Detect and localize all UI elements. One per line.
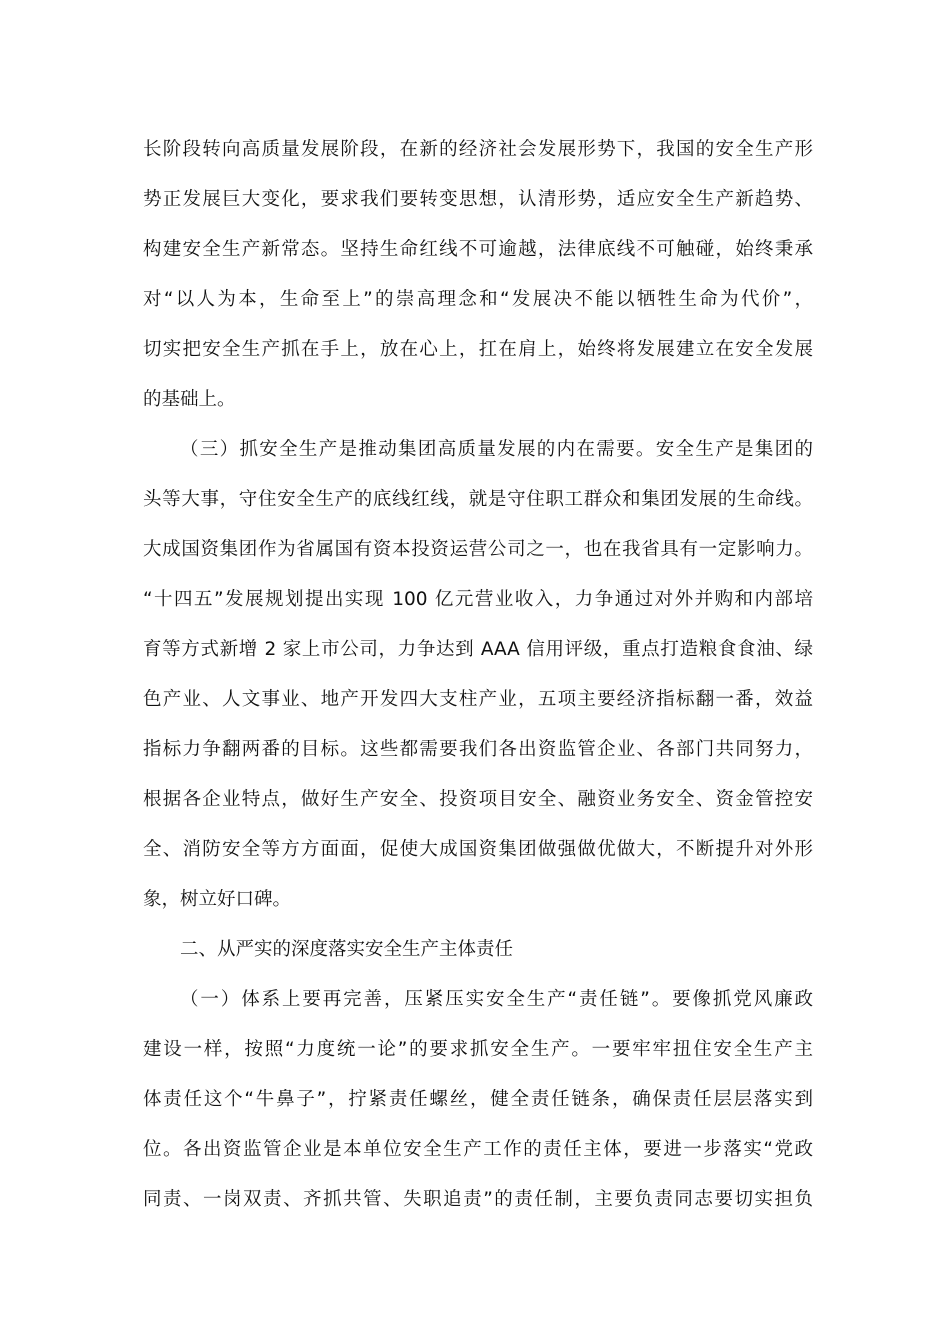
text-line: 育等方式新增 2 家上市公司，力争达到 AAA 信用评级，重点打造粮食食油、绿	[143, 639, 813, 660]
text-line: 象，树立好口碑。	[143, 889, 292, 910]
text-line: 根据各企业特点，做好生产安全、投资项目安全、融资业务安全、资金管控安	[143, 789, 813, 810]
text-line: 势正发展巨大变化，要求我们要转变思想，认清形势，适应安全生产新趋势、	[143, 189, 813, 210]
text-line: 建设一样，按照“力度统一论”的要求抓安全生产。一要牢牢扭住安全生产主	[143, 1039, 813, 1060]
text-line: 位。各出资监管企业是本单位安全生产工作的责任主体，要进一步落实“党政	[143, 1139, 813, 1160]
text-line: 体责任这个“牛鼻子”，拧紧责任螺丝，健全责任链条，确保责任层层落实到	[143, 1089, 813, 1110]
text-line: 头等大事，守住安全生产的底线红线，就是守住职工群众和集团发展的生命线。	[143, 489, 813, 510]
text-line: 构建安全生产新常态。坚持生命红线不可逾越，法律底线不可触碰，始终秉承	[143, 239, 813, 260]
text-line: 指标力争翻两番的目标。这些都需要我们各出资监管企业、各部门共同努力，	[143, 739, 813, 760]
paragraph-start-line: （三）抓安全生产是推动集团高质量发展的内在需要。安全生产是集团的	[180, 439, 813, 460]
text-line: “十四五”发展规划提出实现 100 亿元营业收入，力争通过对外并购和内部培	[143, 589, 813, 610]
text-line: 色产业、人文事业、地产开发四大支柱产业，五项主要经济指标翻一番，效益	[143, 689, 813, 710]
section-heading: 二、从严实的深度落实安全生产主体责任	[180, 939, 514, 960]
text-line: 同责、一岗双责、齐抓共管、失职追责”的责任制，主要负责同志要切实担负	[143, 1189, 813, 1210]
text-line: 长阶段转向高质量发展阶段，在新的经济社会发展形势下，我国的安全生产形	[143, 139, 813, 160]
text-line: 的基础上。	[143, 389, 236, 410]
text-line: 大成国资集团作为省属国有资本投资运营公司之一，也在我省具有一定影响力。	[143, 539, 813, 560]
text-line: 全、消防安全等方方面面，促使大成国资集团做强做优做大，不断提升对外形	[143, 839, 813, 860]
paragraph-start-line: （一）体系上要再完善，压紧压实安全生产“责任链”。要像抓党风廉政	[180, 989, 813, 1010]
text-line: 切实把安全生产抓在手上，放在心上，扛在肩上，始终将发展建立在安全发展	[143, 339, 813, 360]
text-line: 对“以人为本，生命至上”的崇高理念和“发展决不能以牺牲生命为代价”，	[143, 289, 813, 310]
